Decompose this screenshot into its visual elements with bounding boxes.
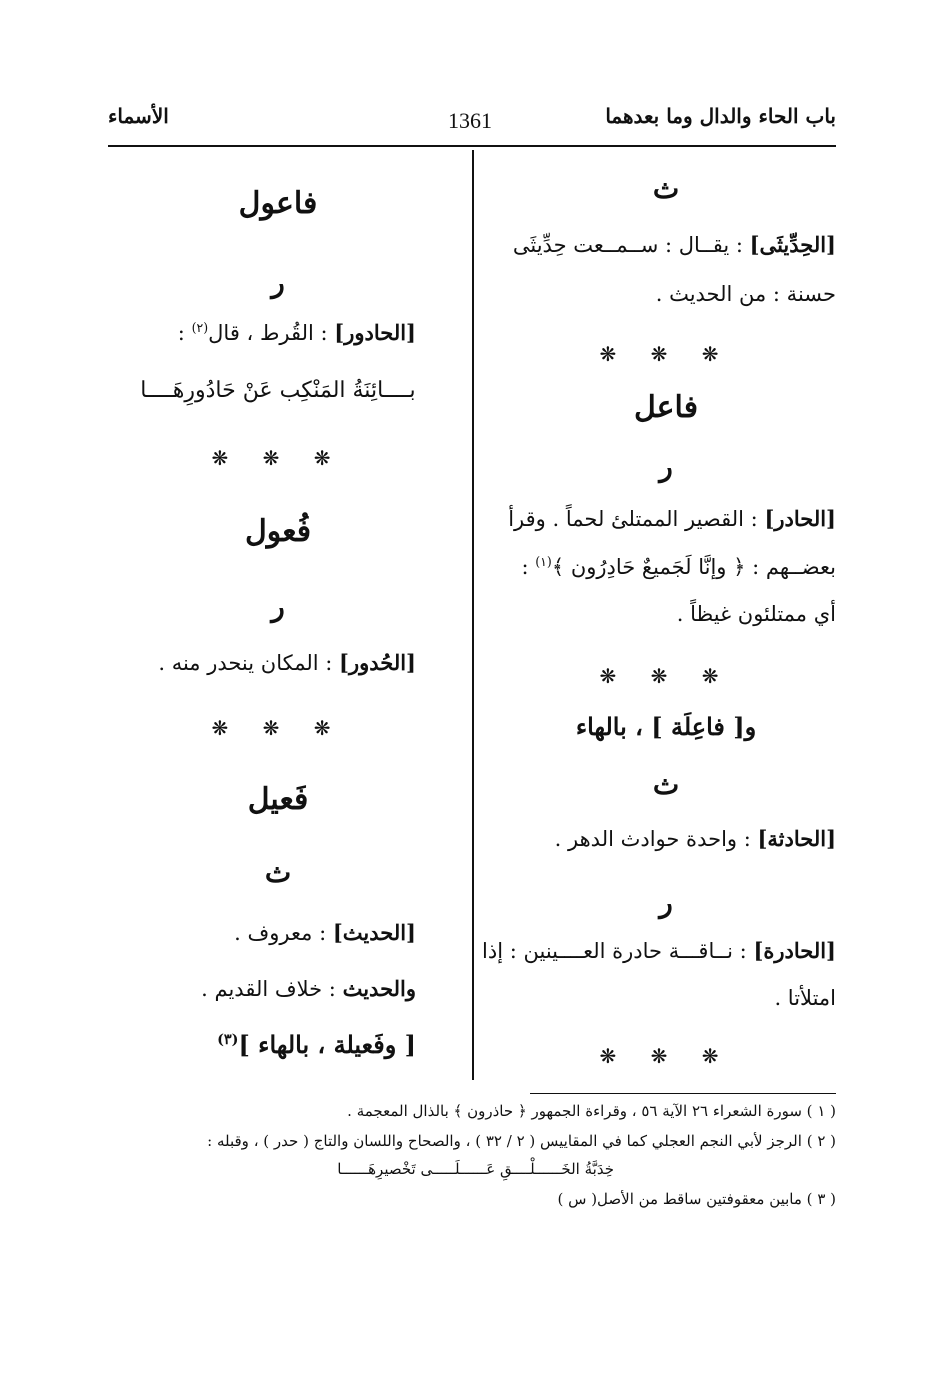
entry-keyword: [الحادر] xyxy=(764,506,836,531)
quran-quote: بعضــهم : ﴿ وإنَّا لَجَميعٌ حَادِرُون ﴾ xyxy=(551,555,836,579)
entry-keyword: [الحادثة] xyxy=(757,826,836,851)
letter-heading: ر xyxy=(659,450,673,483)
pattern-heading: و[ فاعِلَة ] ، بالهاء xyxy=(575,712,757,741)
footnote-rule xyxy=(530,1093,836,1094)
chapter-title: باب الحاء والدال وما بعدهما xyxy=(605,104,836,128)
entry-hadithi xyxy=(496,232,836,257)
section-separator: ❋ ❋ ❋ xyxy=(599,664,733,688)
entry-keyword: [الحادور] xyxy=(334,320,416,345)
pattern-heading: فاعول xyxy=(238,186,318,221)
letter-heading: ر xyxy=(271,590,285,623)
entry-text-line: امتلأتا . xyxy=(774,986,836,1010)
entry-hadith-2 xyxy=(76,976,416,1001)
entry-haditha xyxy=(496,826,836,851)
entry-text: : خلاف القديم . xyxy=(201,977,336,1001)
letter-heading: ر xyxy=(271,266,285,299)
footnote-ref: (١) xyxy=(535,554,552,569)
entry-text: : القُرط ، قال xyxy=(208,321,328,345)
letter-heading: ث xyxy=(264,856,292,889)
page-number: 1361 xyxy=(448,108,492,133)
footnote-2: ( ٢ ) الرجز لأبي النجم العجلي كما في المقاييس ( ٢ / ٣٢ ) ، والصحاح واللسان والتاج ( حدر ) ، وقبله : xyxy=(207,1132,836,1150)
pattern-heading xyxy=(76,1030,416,1059)
pattern-heading: فَعيل xyxy=(247,782,309,817)
heading-text: [ وفَعيلة ، بالهاء ] xyxy=(238,1030,416,1059)
header-rule xyxy=(108,145,836,147)
pattern-heading: فُعول xyxy=(244,514,312,549)
entry-keyword: [الحديث] xyxy=(332,920,416,945)
footnote-3: ( ٣ ) مابين معقوفتين ساقط من الأصل( س ) xyxy=(557,1190,836,1208)
section-separator: ❋ ❋ ❋ xyxy=(211,716,345,740)
footnote-1: ( ١ ) سورة الشعراء ٢٦ الآية ٥٦ ، وقراءة الجمهور ﴿ حاذرون ﴾ بالذال المعجمة . xyxy=(347,1102,836,1120)
entry-hudoor xyxy=(76,650,416,675)
entry-hadir xyxy=(496,506,836,531)
entry-text-line: أي ممتلئون غيظاً . xyxy=(676,602,836,626)
section-separator: ❋ ❋ ❋ xyxy=(211,446,345,470)
entry-keyword: والحديث xyxy=(342,976,416,1001)
entry-hadoor xyxy=(76,320,416,345)
poetry-verse: بــــائِنَةُ المَنْكِب عَنْ حَادُورِهَــــا xyxy=(140,378,416,403)
entry-text-line xyxy=(496,554,836,579)
punctuation: : xyxy=(521,555,529,579)
entry-text: : المكان ينحدر منه . xyxy=(158,651,333,675)
entry-text: : معروف . xyxy=(234,921,327,945)
section-separator: ❋ ❋ ❋ xyxy=(599,1044,733,1068)
punctuation: : xyxy=(177,321,185,345)
entry-text: : يقــال : ســمــعت حِدِّيثَى xyxy=(512,233,743,257)
section-separator: ❋ ❋ ❋ xyxy=(599,342,733,366)
entry-text: : واحدة حوادث الدهر . xyxy=(554,827,751,851)
entry-keyword: [الحِدِّيثَى] xyxy=(749,232,836,257)
footnote-ref: (٣) xyxy=(217,1031,239,1048)
entry-hadith xyxy=(76,920,416,945)
section-title: الأسماء xyxy=(108,104,169,128)
entry-keyword: [الحادرة] xyxy=(753,938,836,963)
entry-hadira xyxy=(482,938,836,963)
letter-heading: ث xyxy=(652,768,680,801)
column-divider xyxy=(472,150,474,1080)
pattern-heading: فاعل xyxy=(633,390,699,425)
entry-text-line: حسنة : من الحديث . xyxy=(655,282,836,306)
entry-text: : نــاقـــة حادرة العــــينين : إذا xyxy=(482,939,747,963)
entry-text: : القصير الممتلئ لحماً . وقرأ xyxy=(508,507,758,531)
footnote-verse: خِدَبَّةُ الخَــــــلْــــقِ عَــــــلَـــــى تَخْصيرِهَــــــا xyxy=(337,1160,614,1178)
entry-keyword: [الحُدور] xyxy=(339,650,416,675)
letter-heading: ر xyxy=(659,886,673,919)
footnote-ref: (٢) xyxy=(191,320,209,335)
letter-heading: ث xyxy=(652,172,680,205)
